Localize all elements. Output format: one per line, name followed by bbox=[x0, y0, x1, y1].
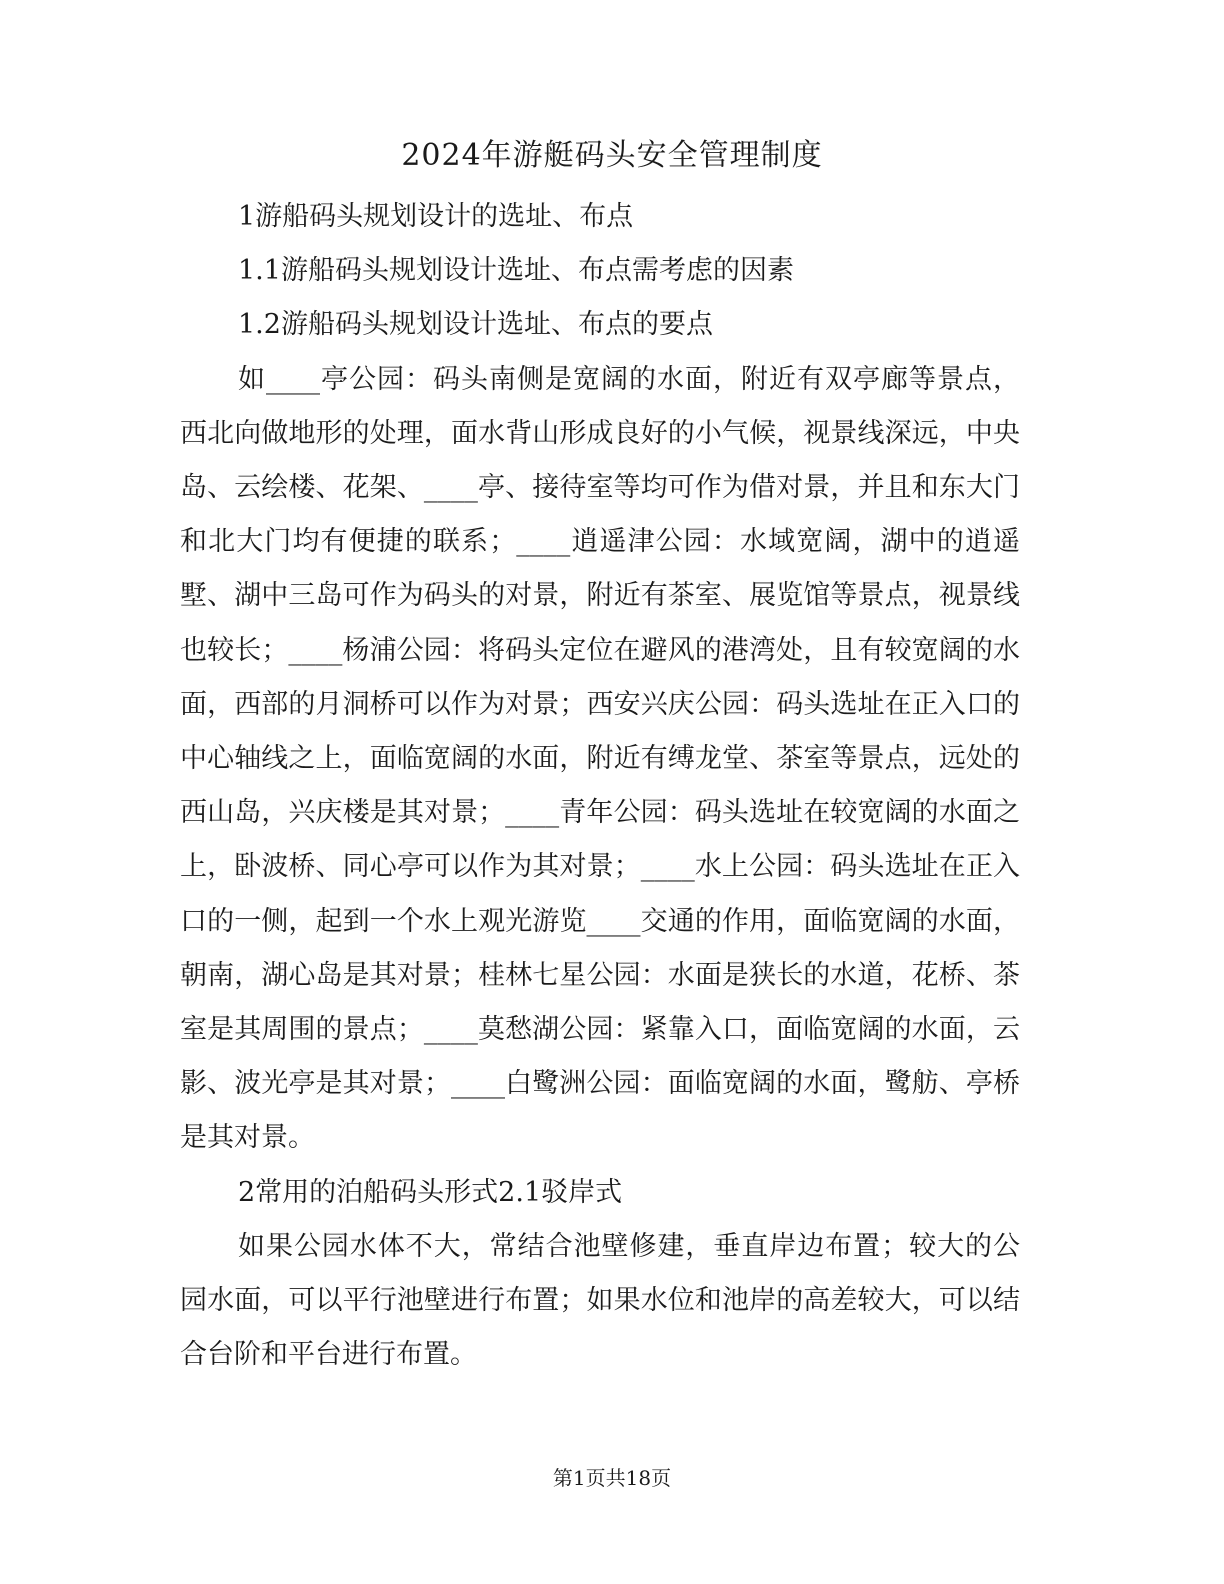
page-number: 第1页共18页 bbox=[552, 1466, 672, 1490]
paragraph-revetment: 如果公园水体不大，常结合池壁修建，垂直岸边布置；较大的公园水面，可以平行池壁进行布置；如果水位和池岸的高差较大，可以结合台阶和平台进行布置。 bbox=[180, 1230, 1020, 1371]
paragraph-heading-1-2: 1.2游船码头规划设计选址、布点的要点 bbox=[238, 309, 713, 341]
paragraph-heading-2: 2常用的泊船码头形式2.1驳岸式 bbox=[238, 1176, 623, 1208]
document-body bbox=[180, 190, 1020, 1382]
paragraph-heading-1: 1游船码头规划设计的选址、布点 bbox=[238, 201, 634, 232]
document-title: 2024年游艇码头安全管理制度 bbox=[401, 138, 823, 173]
paragraph-heading-1-1: 1.1游船码头规划设计选址、布点需考虑的因素 bbox=[238, 255, 794, 287]
paragraph-examples: 如____亭公园：码头南侧是宽阔的水面，附近有双亭廊等景点，西北向做地形的处理，面水背山形成良好的小气候，视景线深远，中央岛、云绘楼、花架、____亭、接待室等均可作为借对景，并且和东大门和北大门均有便捷的联系；____逍遥津公园：水域宽阔，湖中的逍遥墅、湖中三岛可作为码头的对景，附近有茶室、展览馆等景点，视景线也较长；____杨浦公园：将码头定位在避风的港湾处，且有较宽阔的水面，西部的月洞桥可以作为对景；西安兴庆公园：码头选址在正入口的中心轴线之上，面临宽阔的水面，附近有缚龙堂、茶室等景点，远处的西山岛，兴庆楼是其对景；____青年公园：码头选址在较宽阔的水面之上，卧波桥、同心亭可以作为其对景；____水上公园：码头选址在正入口的一侧，起到一个水上观光游览____交通的作用，面临宽阔的水面，朝南，湖心岛是其对景；桂林七星公园：水面是狭长的水道，花桥、茶室是其周围的景点；____莫愁湖公园：紧靠入口，面临宽阔的水面，云影、波光亭是其对景；____白鹭洲公园：面临宽阔的水面，鹭舫、亭桥是其对景。 bbox=[180, 363, 1020, 1154]
